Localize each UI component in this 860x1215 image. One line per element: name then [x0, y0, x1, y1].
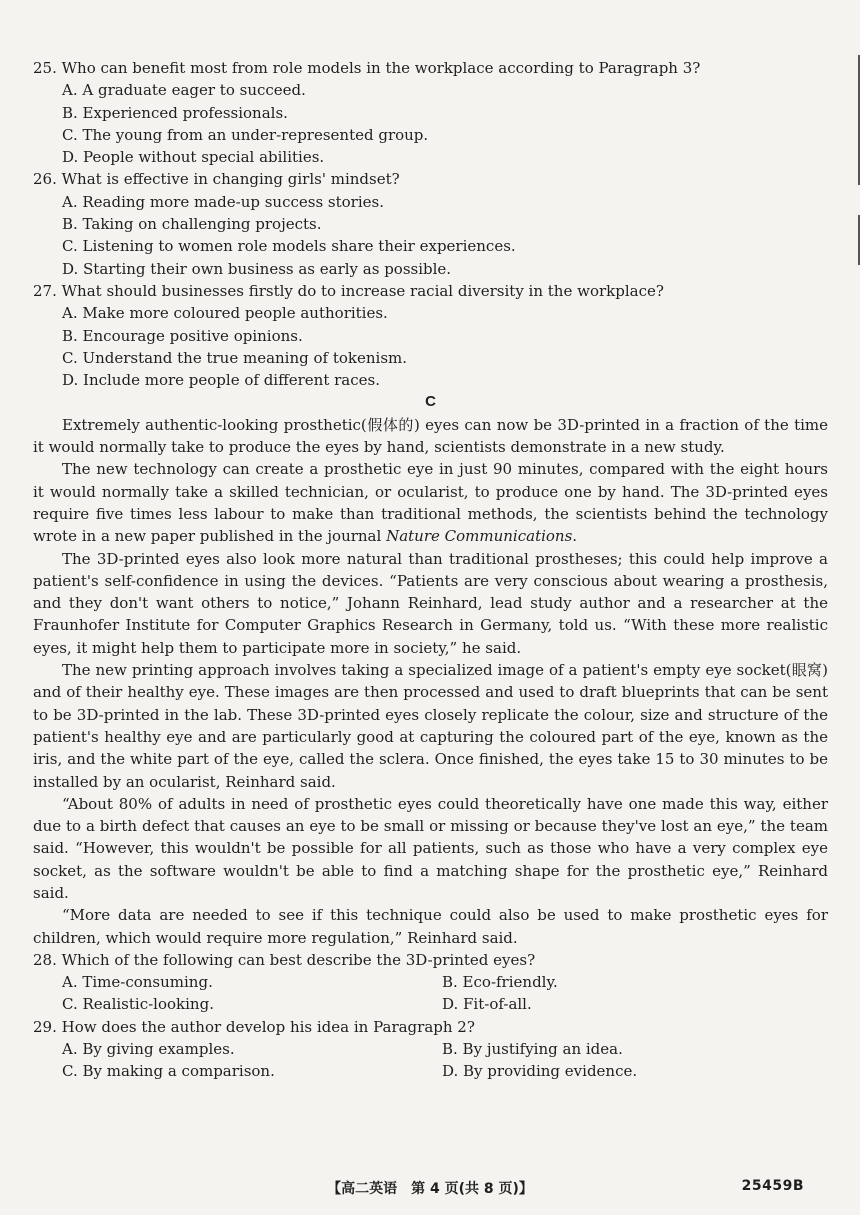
- option-a: A. Reading more made-up success stories.: [62, 192, 384, 211]
- question-stem: 27. What should businesses firstly do to increase racial diversity in the workplace?: [33, 281, 664, 300]
- journal-name: Nature Communications: [386, 527, 573, 546]
- option-d: D. Fit-of-all.: [442, 995, 532, 1014]
- option-c: C. Understand the true meaning of tokenism.: [62, 348, 408, 367]
- option-b: B. Experienced professionals.: [62, 103, 288, 122]
- option-c: C. Realistic-looking.: [62, 995, 214, 1014]
- question-stem: 29. How does the author develop his idea in Paragraph 2?: [33, 1017, 475, 1036]
- option-row: [62, 1060, 828, 1082]
- paragraph-4: The new printing approach involves taking a specialized image of a patient's empty eye socket(眼窝) and of their healthy eye. These images are then processed and used to draft blueprints that can be sent to be 3D-printed in the lab. These 3D-printed eyes closely replicate the colour, size and structure of the patient's healthy eye and are particularly good at capturing the coloured part of the eye, known as the iris, and the white part of the eye, called the sclera. Once finished, the eyes take 15 to 30 minutes to be installed by an ocularist, Reinhard said.: [33, 661, 828, 791]
- page-content: [33, 57, 828, 1083]
- option-c: C. Listening to women role models share their experiences.: [62, 237, 516, 256]
- question-stem: 28. Which of the following can best describe the 3D-printed eyes?: [33, 950, 536, 969]
- paragraph-2: [33, 458, 828, 547]
- option-row: [62, 1038, 828, 1060]
- paragraph-1: Extremely authentic-looking prosthetic(假体的) eyes can now be 3D-printed in a fraction of the time it would normally take to produce the eyes by hand, scientists demonstrate in a new study.: [33, 415, 828, 457]
- option-b: B. By justifying an idea.: [442, 1040, 623, 1059]
- option-b: B. Encourage positive opinions.: [62, 326, 303, 345]
- option-b: B. Eco-friendly.: [442, 973, 558, 992]
- paragraph-3: The 3D-printed eyes also look more natural than traditional prostheses; this could help improve a patient's self-confidence in using the devices. “Patients are very conscious about wearing a prosthesis, and they don't want others to notice,” Johann Reinhard, lead study author and a researcher at the Fraunhofer Institute for Computer Graphics Research in Germany, told us. “With these more realistic eyes, it might help them to participate more in society,” he said.: [33, 549, 828, 657]
- paragraph-6: “More data are needed to see if this technique could also be used to make prosthetic eyes for children, which would require more regulation,” Reinhard said.: [33, 906, 828, 947]
- option-b: B. Taking on challenging projects.: [62, 215, 322, 234]
- option-d: D. Starting their own business as early as possible.: [62, 259, 452, 278]
- question-25: [33, 57, 828, 168]
- option-c: C. The young from an under-represented group.: [62, 125, 429, 144]
- option-a: A. Make more coloured people authorities.: [62, 304, 388, 323]
- question-stem: 26. What is effective in changing girls' mindset?: [33, 170, 400, 189]
- option-a: A. Time-consuming.: [62, 973, 213, 992]
- question-26: [33, 168, 828, 279]
- exam-code: 25459B: [741, 1178, 804, 1194]
- question-28: [33, 949, 828, 1016]
- question-29: [33, 1016, 828, 1083]
- option-d: D. People without special abilities.: [62, 148, 325, 167]
- page-number-label: 【高二英语 第 4 页(共 8 页)】: [327, 1181, 533, 1197]
- paragraph-2-text: The new technology can create a prosthetic eye in just 90 minutes, compared with the eight hours it would normally take a skilled technician, or ocularist, to produce one by hand. The 3D-printed eyes require five times less labour to make than traditional methods, the scientists behind the technology wrote in a new paper published in the journal: [33, 460, 828, 546]
- question-stem: 25. Who can benefit most from role models in the workplace according to Paragraph 3?: [33, 59, 701, 77]
- paragraph-5: “About 80% of adults in need of prosthetic eyes could theoretically have one made this way, either due to a birth defect that causes an eye to be small or missing or because they've lost an eye,” the team said. “However, this wouldn't be possible for all patients, such as those who have a very complex eye socket, as the software wouldn't be able to find a matching shape for the prosthetic eye,” Reinhard said.: [33, 794, 828, 902]
- option-d: D. By providing evidence.: [442, 1062, 638, 1081]
- option-c: C. By making a comparison.: [62, 1062, 275, 1081]
- option-row: [62, 971, 828, 993]
- page-footer: [0, 1178, 860, 1204]
- section-heading: C: [425, 393, 436, 411]
- option-a: A. By giving examples.: [62, 1040, 235, 1059]
- question-27: [33, 280, 828, 391]
- option-a: A. A graduate eager to succeed.: [62, 81, 306, 100]
- passage: [33, 414, 828, 949]
- option-row: [62, 993, 828, 1015]
- paragraph-2-end: .: [572, 527, 578, 546]
- option-d: D. Include more people of different races.: [62, 371, 380, 390]
